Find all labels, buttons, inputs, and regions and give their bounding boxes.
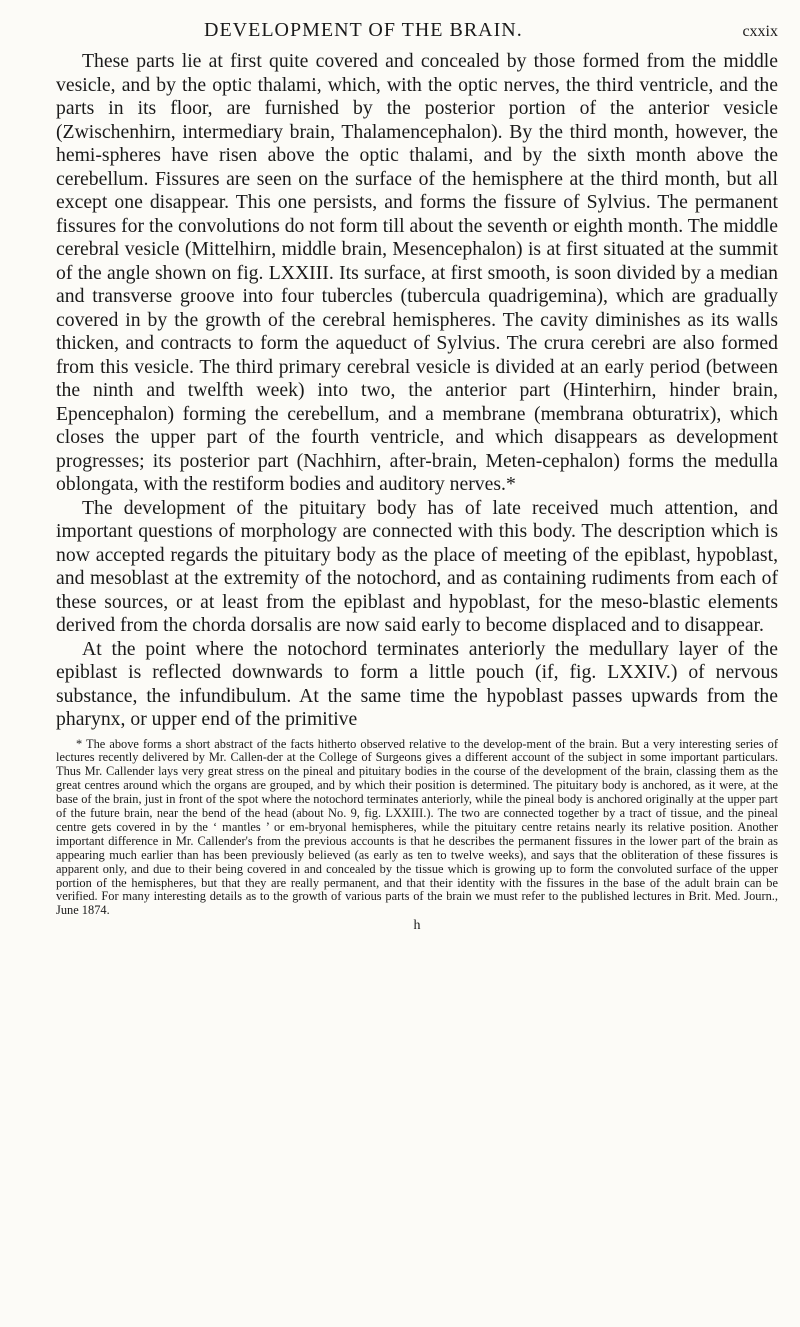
page — [56, 10, 778, 934]
page-number: cxxix — [742, 23, 778, 40]
signature-mark: h — [413, 918, 421, 934]
page-header — [56, 10, 778, 50]
paragraph-2: The development of the pituitary body has of late received much attention, and important questions of morphology are connected with this body. The description which is now accepted regards the pituitary body as the place of meeting of the epiblast, hypoblast, and mesoblast at the extremity of the notochord, and as containing rudiments from each of these sources, or at least from the epiblast and hypoblast, for the meso-blastic elements derived from the chorda dorsalis are now said early to become displaced and to disappear. — [56, 496, 778, 636]
paragraph-3: At the point where the notochord terminates anteriorly the medullary layer of the epiblast is reflected downwards to form a little pouch (if, fig. LXXIV.) of nervous substance, the infundibulum. At the same time the hypoblast passes upwards from the pharynx, or upper end of the primitive — [56, 637, 778, 730]
body-text — [56, 50, 778, 732]
running-head: DEVELOPMENT OF THE BRAIN. — [204, 19, 523, 41]
footnote: * The above forms a short abstract of the facts hitherto observed relative to the develop-ment of the brain. But a very interesting series of lectures recently delivered by Mr. Callen-der at the College of Surgeons gives a different account of the subject in some important particulars. Thus Mr. Callender lays very great stress on the pineal and pituitary bodies in the course of the development of the brain, classing them as the great centres around which the organs are grouped, and by which their position is determined. The pituitary body is anchored, as it were, at the base of the brain, just in front of the spot where the notochord terminates anteriorly, while the pineal body is anchored originally at the upper part of the future brain, near the bend of the head (about No. 9, fig. LXXIII.). The two are connected together by a tract of tissue, and the pineal centre gets covered in by the ‘ mantles ’ or em-bryonal hemispheres, while the pituitary centre retains nearly its relative position. Another important difference in Mr. Callender's from the previous accounts is that he describes the permanent fissures in the lower part of the brain as appearing much earlier than has been previously believed (as early as ten to twelve weeks), and says that the obliteration of these fissures is apparent only, and due to their being covered in and concealed by the tissue which is growing up to form the convoluted surface of the upper portion of the hemispheres, but that they are really permanent, and that their identity with the fissures in the base of the adult brain can be verified. For many interesting details as to the growth of various parts of the brain we must refer to the published lectures in Brit. Med. Journ., June 1874. — [56, 736, 778, 918]
paragraph-1: These parts lie at first quite covered and concealed by those formed from the middle vesicle, and by the optic thalami, which, with the optic nerves, the third ventricle, and the parts in its floor, are furnished by the posterior portion of the anterior vesicle (Zwischenhirn, intermediary brain, Thalamencephalon). By the third month, however, the hemi-spheres have risen above the optic thalami, and by the sixth month above the cerebellum. Fissures are seen on the surface of the hemisphere at the third month, but all except one disappear. This one persists, and forms the fissure of Sylvius. The permanent fissures for the convolutions do not form till about the seventh or eighth month. The middle cerebral vesicle (Mittelhirn, middle brain, Mesencephalon) is at first situated at the summit of the angle shown on fig. LXXIII. Its surface, at first smooth, is soon divided by a median and transverse groove into four tubercles (tubercula quadrigemina), which are gradually covered in by the growth of the cerebral hemispheres. The cavity diminishes as its walls thicken, and contracts to form the aqueduct of Sylvius. The crura cerebri are also formed from this vesicle. The third primary cerebral vesicle is divided at an early period (between the ninth and twelfth week) into two, the anterior part (Hinterhirn, hinder brain, Epencephalon) forming the cerebellum, and a membrane (membrana obturatrix), which closes the upper part of the fourth ventricle, and which disappears as development progresses; its posterior part (Nachhirn, after-brain, Meten-cephalon) forms the medulla oblongata, with the restiform bodies and auditory nerves.* — [56, 50, 778, 495]
